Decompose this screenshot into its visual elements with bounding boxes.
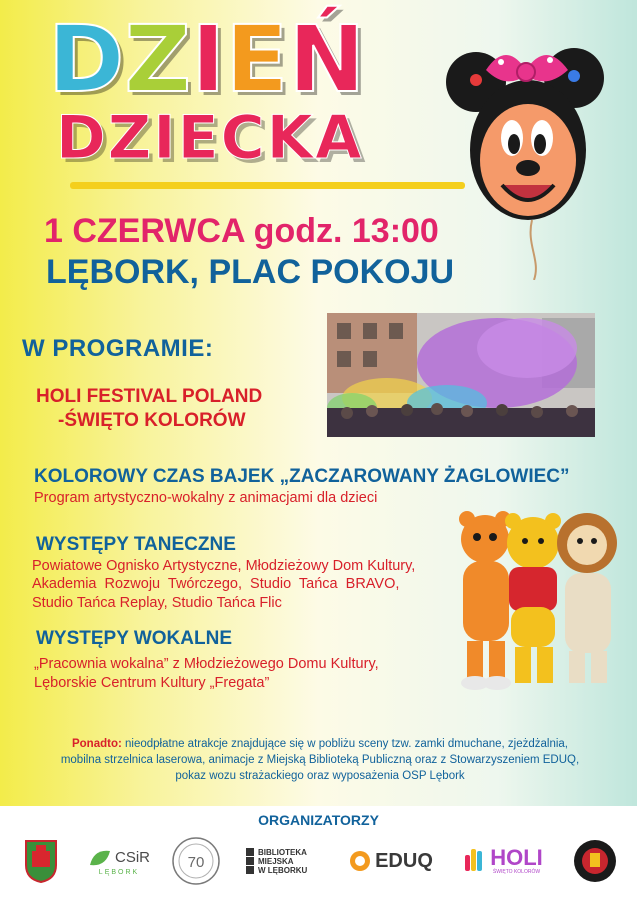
- holi-hand-icon: [463, 847, 487, 875]
- csir-logo: [84, 836, 154, 886]
- title-letter: D: [48, 6, 125, 113]
- dance-line: Studio Tańca Replay, Studio Tańca Flic: [32, 595, 282, 611]
- ponadto-line3: pokaz wozu strażackiego oraz wyposażenia OSP Lębork: [175, 770, 465, 782]
- title-underline: [70, 182, 465, 189]
- title-dzien: [48, 6, 366, 113]
- library-line: MIEJSKA: [258, 856, 294, 866]
- title-letter: I: [191, 6, 226, 113]
- library-line: BIBLIOTEKA: [258, 847, 307, 857]
- dance-line: Akademia Rozwoju Twórczego, Studio Tańca BRAVO,: [32, 576, 400, 592]
- dance-line: Powiatowe Ognisko Artystyczne, Młodzieżowy Dom Kultury,: [32, 558, 416, 574]
- holi-title-line2: -ŚWIĘTO KOLORÓW: [58, 410, 246, 431]
- event-date: 1 CZERWCA godz. 13:00: [44, 212, 439, 250]
- vocal-line: „Pracownia wokalna” z Młodzieżowego Domu Kultury,: [34, 656, 379, 672]
- holi-name: HOLI: [490, 845, 543, 870]
- mascots-photo: [455, 511, 622, 691]
- library-logo: [246, 836, 326, 886]
- dance-title: WYSTĘPY TANECZNE: [36, 534, 236, 555]
- csir-leaf-icon: [88, 847, 112, 869]
- lebork-coat-of-arms-icon: [22, 836, 60, 886]
- mouse-balloon-icon: [446, 20, 606, 280]
- holi-title-line1: HOLI FESTIVAL POLAND: [36, 386, 263, 407]
- osp-badge-logo: [572, 836, 618, 886]
- title-letter: Z: [124, 6, 192, 113]
- event-place: LĘBORK, PLAC POKOJU: [46, 253, 455, 291]
- eduq-logo: [346, 836, 436, 886]
- organizers-heading: ORGANIZATORZY: [258, 812, 379, 828]
- ponadto-line1: nieodpłatne atrakcje znajdujące się w pobliżu sceny tzw. zamki dmuchane, zjeżdżalnia,: [125, 738, 569, 750]
- bajki-description: Program artystyczno-wokalny z animacjami dla dzieci: [34, 490, 378, 506]
- csir-sub: LĘBORK: [98, 868, 140, 876]
- title-letter: E: [225, 6, 289, 113]
- bajki-title: KOLOROWY CZAS BAJEK „ZACZAROWANY ŻAGLOWIEC”: [34, 466, 570, 487]
- seal-number: 70: [187, 854, 205, 871]
- csir-name: CSiR: [114, 849, 150, 866]
- anniversary-seal-logo: [170, 836, 222, 886]
- library-line: W LĘBORKU: [258, 865, 308, 875]
- eduq-name: EDUQ: [375, 849, 433, 872]
- holi-logo: [458, 836, 548, 886]
- title-dziecka: DZIECKA: [56, 103, 364, 173]
- holi-festival-photo: [327, 313, 595, 437]
- ponadto-note: [30, 736, 610, 784]
- holi-sub: ŚWIĘTO KOLORÓW: [492, 869, 541, 875]
- eduq-swirl-icon: [349, 850, 371, 872]
- program-heading: W PROGRAMIE:: [22, 335, 214, 362]
- ponadto-line2: mobilna strzelnica laserowa, animacje z Miejską Biblioteką Publiczną oraz z Stowarzyszeniem EDUQ,: [60, 754, 580, 766]
- vocal-title: WYSTĘPY WOKALNE: [36, 628, 232, 649]
- title-letter: Ń: [288, 6, 366, 113]
- vocal-line: Lęborskie Centrum Kultury „Fregata”: [34, 675, 270, 691]
- ponadto-label: Ponadto:: [71, 738, 122, 750]
